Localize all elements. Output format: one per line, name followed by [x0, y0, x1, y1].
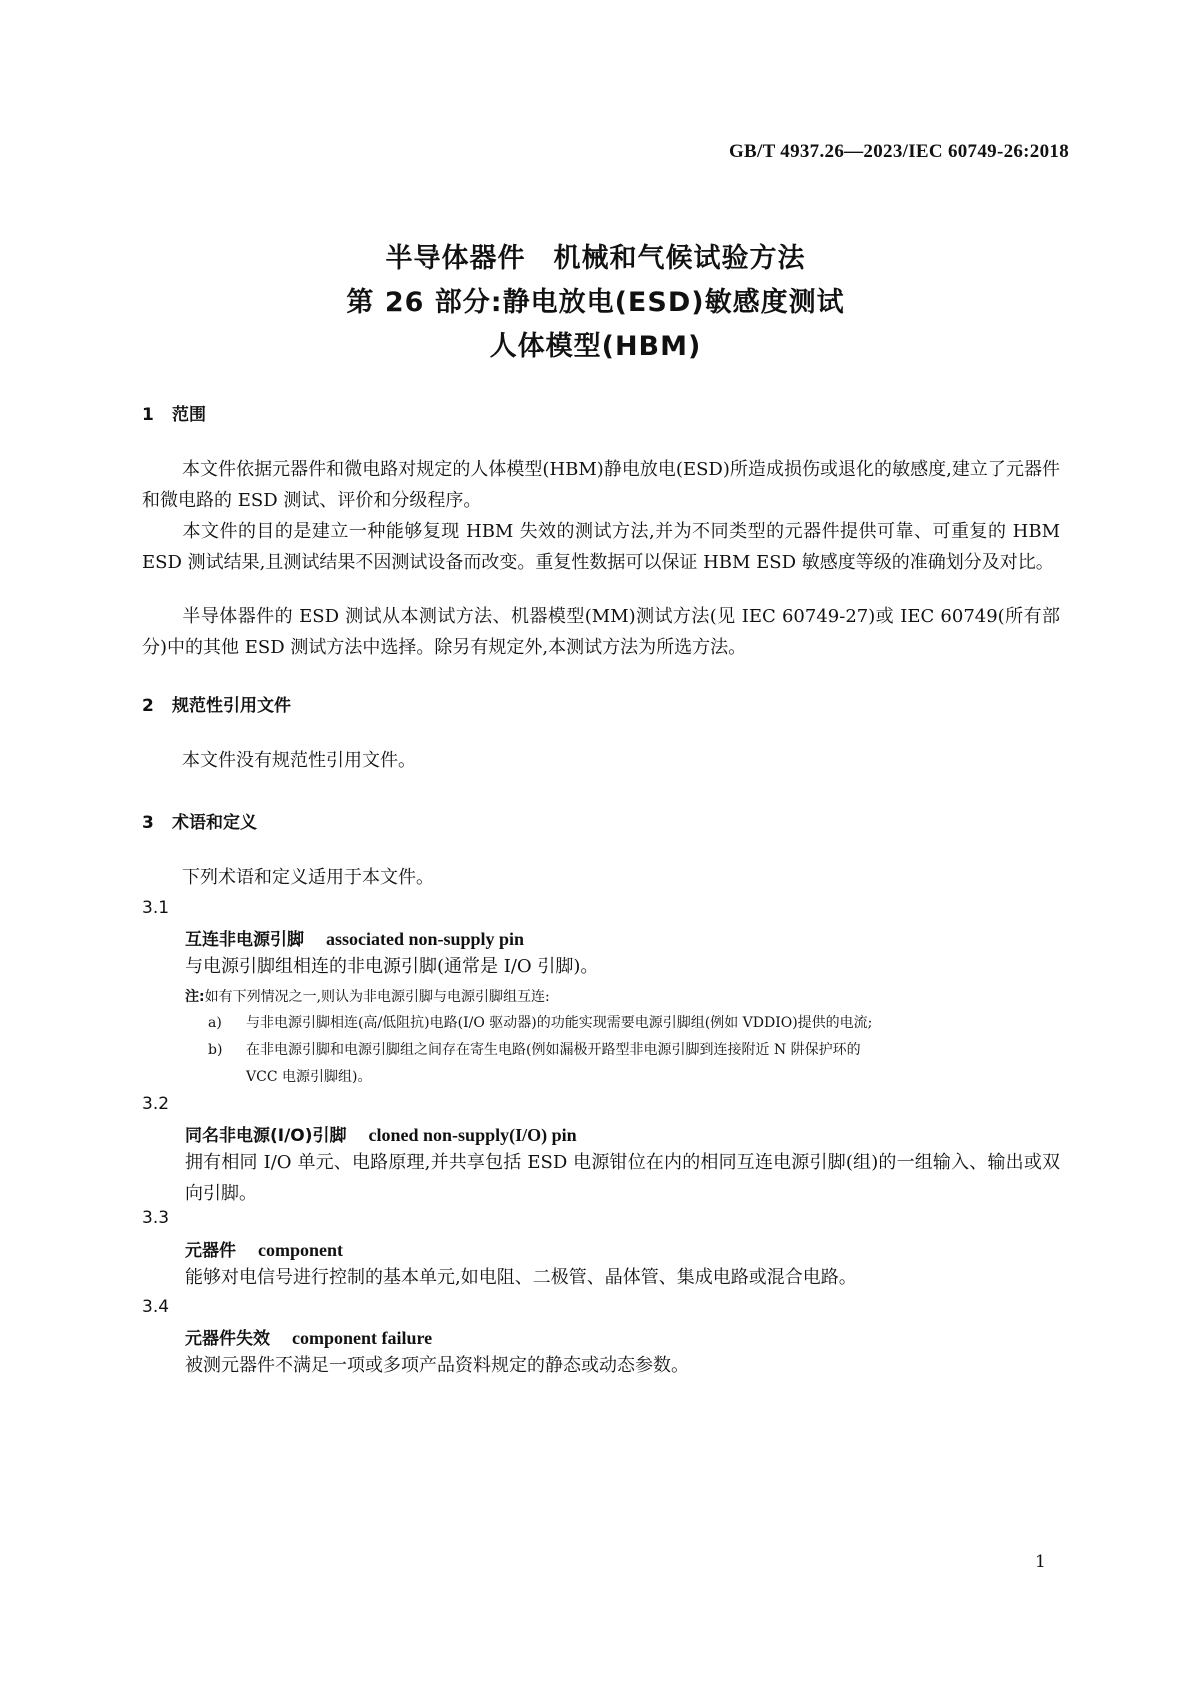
term-title [185, 925, 524, 950]
term-number: 3.3 [142, 1208, 170, 1228]
term-definition: 拥有相同 I/O 单元、电路原理,并共享包括 ESD 电源钳位在内的相同互连电源引脚(组)的一组输入、输出或双向引脚。 [185, 1152, 1060, 1204]
title-line-1: 半导体器件 机械和气候试验方法 [385, 243, 806, 274]
term-en: cloned non-supply(I/O) pin [368, 1125, 577, 1145]
term-definition: 能够对电信号进行控制的基本单元,如电阻、二极管、晶体管、集成电路或混合电路。 [185, 1267, 857, 1288]
note-item-text: 与非电源引脚相连(高/低阻抗)电路(I/O 驱动器)的功能实现需要电源引脚组(例如 VDDIO)提供的电流; [246, 1015, 873, 1031]
normative-references-paragraph: 本文件没有规范性引用文件。 [182, 750, 416, 771]
term-title [185, 1324, 432, 1349]
term-zh: 元器件失效 [185, 1329, 270, 1349]
term-zh: 同名非电源(I/O)引脚 [185, 1126, 347, 1146]
term-zh: 互连非电源引脚 [185, 930, 304, 950]
clause-title: 术语和定义 [172, 813, 257, 833]
standard-number: GB/T 4937.26—2023/IEC 60749-26:2018 [728, 141, 1069, 162]
note-text: 如有下列情况之一,则认为非电源引脚与电源引脚组互连: [204, 989, 550, 1005]
note-label: 注: [185, 989, 205, 1005]
term-note [185, 984, 1060, 1011]
term-number: 3.2 [142, 1094, 170, 1114]
clause-1-heading [142, 400, 206, 425]
clause-2-heading [142, 691, 291, 716]
clause-title: 规范性引用文件 [172, 696, 291, 716]
term-title [185, 1236, 343, 1261]
term-en: associated non-supply pin [326, 929, 525, 949]
clause-number: 3 [142, 813, 154, 833]
title-line-3: 人体模型(HBM) [489, 331, 702, 362]
note-item-marker: b) [208, 1042, 223, 1058]
term-title [185, 1121, 577, 1146]
term-number: 3.4 [142, 1297, 170, 1317]
terms-intro-paragraph: 下列术语和定义适用于本文件。 [182, 867, 434, 888]
term-zh: 元器件 [185, 1241, 236, 1261]
scope-paragraph-2: 本文件的目的是建立一种能够复现 HBM 失效的测试方法,并为不同类型的元器件提供可靠、可重复的 HBM ESD 测试结果,且测试结果不因测试设备而改变。重复性数据可以保证 HBM ESD 敏感度等级的准确划分及对比。 [142, 521, 1060, 573]
scope-paragraph-1: 本文件依据元器件和微电路对规定的人体模型(HBM)静电放电(ESD)所造成损伤或退化的敏感度,建立了元器件和微电路的 ESD 测试、评价和分级程序。 [142, 459, 1060, 511]
note-item-a [208, 1010, 1060, 1037]
clause-3-heading [142, 808, 257, 833]
title-line-2: 第 26 部分:静电放电(ESD)敏感度测试 [346, 287, 845, 318]
note-item-text: 在非电源引脚和电源引脚组之间存在寄生电路(例如漏极开路型非电源引脚到连接附近 N 阱保护环的 [246, 1042, 861, 1058]
scope-paragraph-3: 半导体器件的 ESD 测试从本测试方法、机器模型(MM)测试方法(见 IEC 60749-27)或 IEC 60749(所有部分)中的其他 ESD 测试方法中选择。除另有规定外,本测试方法为所选方法。 [142, 606, 1060, 658]
document-title [0, 237, 1191, 369]
note-item-marker: a) [208, 1015, 222, 1031]
page-number: 1 [1035, 1552, 1046, 1572]
clause-title: 范围 [172, 405, 206, 425]
term-definition: 被测元器件不满足一项或多项产品资料规定的静态或动态参数。 [185, 1355, 689, 1376]
term-definition: 与电源引脚组相连的非电源引脚(通常是 I/O 引脚)。 [185, 956, 599, 977]
clause-number: 1 [142, 405, 154, 425]
clause-number: 2 [142, 696, 154, 716]
note-item-b [208, 1037, 1060, 1091]
note-item-text-continued: VCC 电源引脚组)。 [246, 1069, 372, 1085]
term-number: 3.1 [142, 898, 170, 918]
term-en: component failure [292, 1328, 433, 1348]
term-en: component [258, 1240, 343, 1260]
